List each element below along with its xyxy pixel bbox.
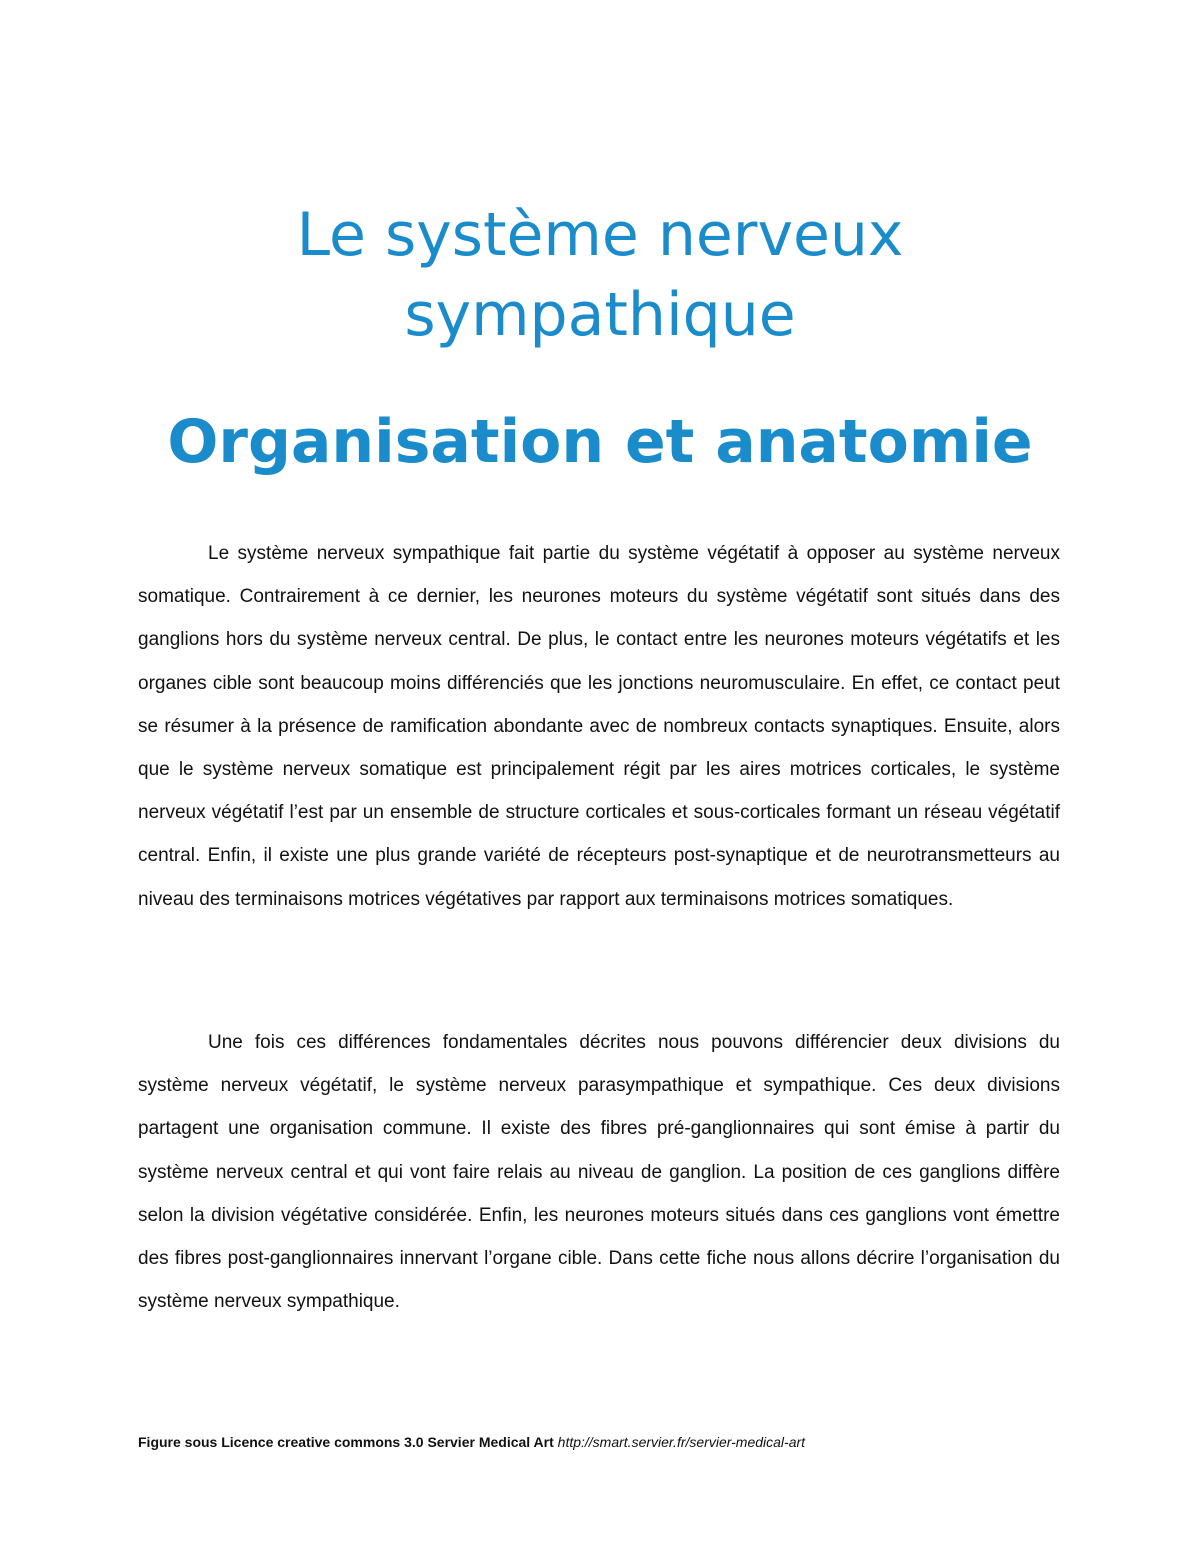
page-subtitle: Organisation et anatomie [167, 407, 1033, 477]
page-title-line-2: sympathique [404, 280, 796, 350]
paragraph-divisions: Une fois ces différences fondamentales décrites nous pouvons différencier deux divisions du système nerveux végétatif, le système nerveux parasympathique et sympathique. Ces deux divisions partagent une organisation commune. Il existe des fibres pré-ganglionnaires qui sont émise à partir du système nerveux central et qui vont faire relais au niveau de ganglion. La position de ces ganglions diffère selon la division végétative considérée. Enfin, les neurones moteurs situés dans ces ganglions vont émettre des fibres post-ganglionnaires innervant l’organe cible. Dans cette fiche nous allons décrire l’organisation du système nerveux sympathique. [138, 1032, 1060, 1313]
license-credit: Figure sous Licence creative commons 3.0 Servier Medical Art [138, 1434, 554, 1450]
paragraph-intro: Le système nerveux sympathique fait partie du système végétatif à opposer au système nerveux somatique. Contrairement à ce dernier, les neurones moteurs du système végétatif sont situés dans des ganglions hors du système nerveux central. De plus, le contact entre les neurones moteurs végétatifs et les organes cible sont beaucoup moins différenciés que les jonctions neuromusculaire. En effet, ce contact peut se résumer à la présence de ramification abondante avec de nombreux contacts synaptiques. Ensuite, alors que le système nerveux somatique est principalement régit par les aires motrices corticales, le système nerveux végétatif l’est par un ensemble de structure corticales et sous-corticales formant un réseau végétatif central. Enfin, il existe une plus grande variété de récepteurs post-synaptique et de neurotransmetteurs au niveau des terminaisons motrices végétatives par rapport aux terminaisons motrices somatiques. [138, 543, 1060, 910]
page-title-line-1: Le système nerveux [296, 200, 904, 270]
figure-license-footer [138, 1432, 1060, 1452]
license-url-link[interactable]: http://smart.servier.fr/servier-medical-art [557, 1434, 806, 1450]
